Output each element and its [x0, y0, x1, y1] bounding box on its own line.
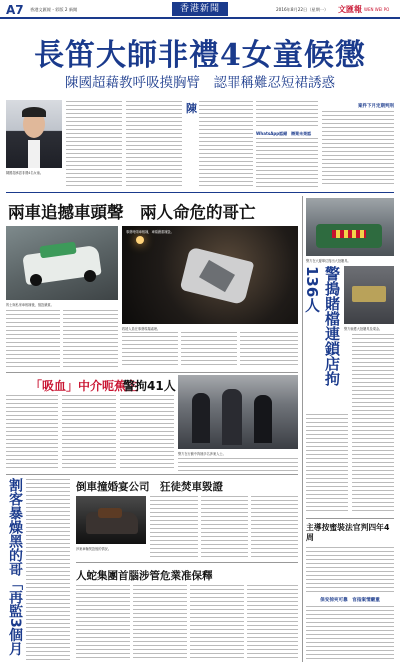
- taxi-wheel-rear: [84, 270, 96, 282]
- gambling-chips: [332, 230, 366, 238]
- crash-caption-3: 救援人員在事發現場處理。: [122, 327, 161, 331]
- sidebar-vertical-headline: 割客暴燥黑的哥「再監3個月: [7, 478, 23, 656]
- gambling-body-col2: [352, 334, 394, 514]
- portrait-photo: [6, 100, 62, 168]
- portrait-shirt: [28, 140, 40, 168]
- wedding-caption: 涉案車輛焚毀後的情況。: [76, 547, 112, 551]
- judge-subheadline: 保安掠夾可靠 官指案情嚴重: [320, 598, 380, 603]
- section-label: 香港新聞: [172, 2, 228, 16]
- arrest-photo: [178, 375, 298, 449]
- crash-body-col2: [63, 310, 118, 368]
- photo-label-1: 事發時兩車相撞，車頭嚴重撞毀。: [126, 230, 174, 234]
- cash-stack: [352, 286, 386, 302]
- smuggling-body-col1: [76, 585, 130, 661]
- officer-figure-2: [222, 389, 242, 445]
- main-headline: 長笛大師非禮4女童候懲: [34, 38, 366, 73]
- judge-headline: 主導按蜜裝法官判四年4周: [306, 523, 390, 542]
- top-article-body-col1: [66, 101, 122, 187]
- officer-figure-1: [192, 393, 210, 443]
- masthead-logo: 文匯報: [338, 5, 362, 14]
- intermediary-body-col1: [6, 395, 58, 471]
- header-date: 2016年8月22日（星期一）: [276, 7, 329, 12]
- crash-photo-taxi: [6, 226, 118, 300]
- divider-story5: [76, 562, 298, 563]
- gambling-caption-mid: 警方檢獲大批賭具及現金。: [344, 327, 383, 331]
- crash-caption-1: 的士與私家車相撞後，損毀嚴重。: [6, 303, 54, 307]
- burned-car-char: [98, 508, 122, 518]
- burned-car-photo: [76, 496, 146, 544]
- officer-figure-3: [254, 395, 272, 443]
- intermediary-body-col3: [120, 395, 174, 471]
- page-number: A7: [6, 3, 24, 17]
- gambling-photo-mid: [344, 266, 394, 324]
- smuggling-body-col4: [247, 585, 298, 661]
- main-subheadline: 陳國超藉教呼吸摸胸臂 認罪稱難忍短裙誘惑: [65, 75, 335, 91]
- divider-top: [6, 192, 394, 193]
- judge-body-2: [306, 606, 394, 661]
- gambling-photo-top: [306, 198, 394, 256]
- divider-sidebar: [6, 474, 298, 475]
- masthead-logo-en: WEN WEI PO: [364, 7, 390, 12]
- intermediary-headline-right: 警拘41人: [123, 379, 176, 393]
- header-left-text: 香港文匯報・彩版 2 新聞: [30, 7, 78, 12]
- smuggling-body-col3: [190, 585, 244, 661]
- intermediary-body-col2: [62, 395, 116, 471]
- street-light: [136, 236, 144, 244]
- gambling-body-col1: [306, 414, 348, 514]
- crash-body-col1: [6, 310, 60, 368]
- top-article-body-col3: [199, 101, 253, 187]
- crash-body-col3: [122, 332, 178, 368]
- wedding-body-col2: [201, 496, 248, 558]
- crash-headline: 兩車追撼車頭聲 兩人命危的哥亡: [8, 203, 256, 222]
- header-bar: [0, 0, 400, 20]
- wedding-body-col1: [150, 496, 198, 558]
- right-subhead: 案件下月定期判刑: [358, 104, 394, 109]
- portrait-hair: [22, 107, 46, 117]
- divider-right-bottom: [306, 518, 394, 519]
- top-article-body-col4b: [256, 138, 318, 187]
- smuggling-body-col2: [133, 585, 187, 661]
- wedding-headline: 倒車撞婚宴公司 狂徒焚車毀證: [76, 481, 223, 493]
- arrest-caption: 警方在行動中拘捕多名涉案人士。: [178, 452, 226, 456]
- top-article-body-col4: [256, 101, 318, 129]
- header-rule: [0, 17, 400, 19]
- sidebar-body: [26, 479, 70, 661]
- taxi-wheel: [30, 274, 42, 286]
- crash-body-col5: [240, 332, 298, 368]
- gambling-caption-top: 警方在大廈單位搜出大批賭具。: [306, 259, 351, 263]
- top-article-body-col5: [322, 111, 394, 187]
- gambling-vertical-headline: 警搗賭檔連鎖店拘136人: [303, 266, 341, 386]
- divider-story3: [6, 372, 298, 373]
- smuggling-headline: 人蛇集團首腦涉管危業准保釋: [76, 570, 213, 582]
- whatsapp-subhead: WhatsApp認錯 辯案未果認: [256, 131, 312, 136]
- judge-body-1: [306, 547, 394, 593]
- wedding-body-col3: [251, 496, 298, 558]
- portrait-caption: 陳國超承認非禮4名女童。: [6, 171, 44, 175]
- drop-cap: 陳: [186, 102, 197, 115]
- crash-body-col4: [181, 332, 237, 368]
- intermediary-headline-left: 「吸血」中介呃蕉主: [30, 379, 139, 393]
- intermediary-body-col4: [178, 458, 298, 471]
- top-article-body-col2: [126, 101, 182, 187]
- crash-photo-night: [122, 226, 298, 324]
